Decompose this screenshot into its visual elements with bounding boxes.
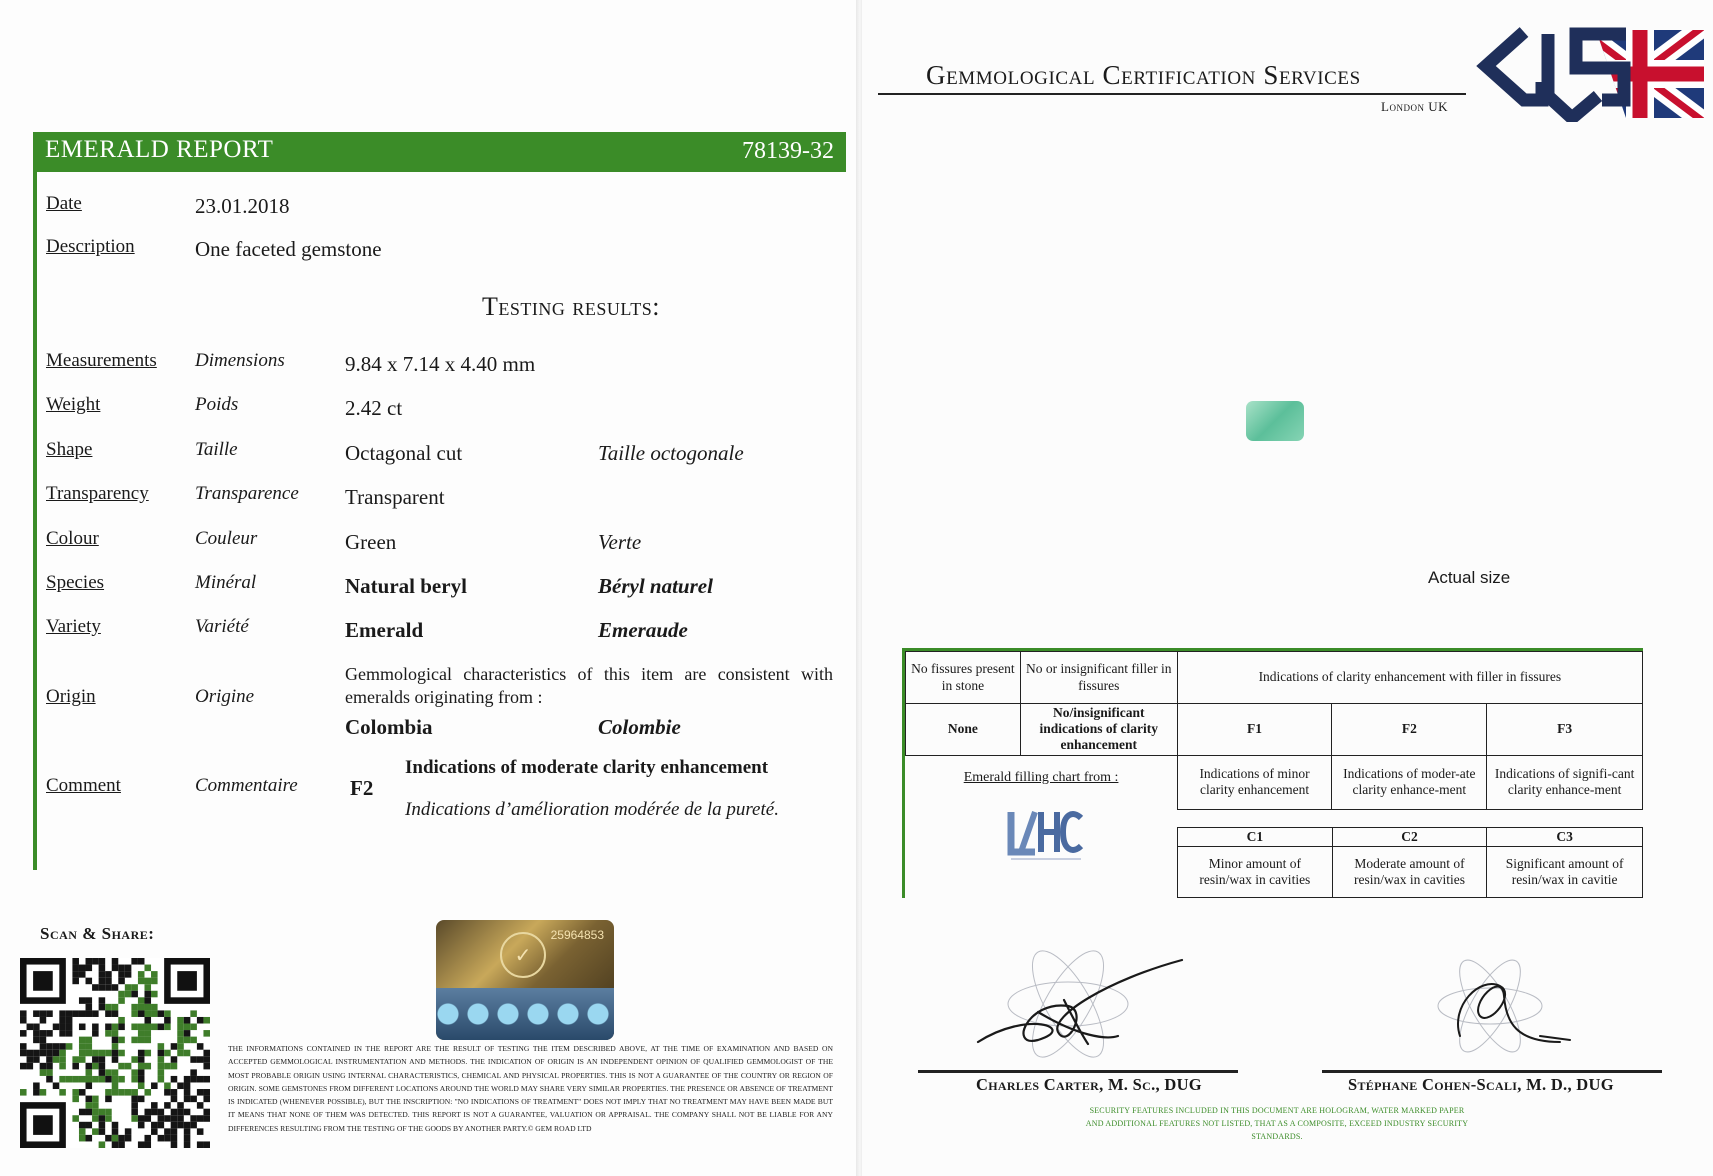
transparency-label: Transparency <box>46 483 149 504</box>
company-name: Gemmological Certification Services <box>926 60 1361 90</box>
filling-chart-source-label: Emerald filling chart from : <box>963 769 1119 785</box>
shape-value-fr: Taille octogonale <box>598 441 744 465</box>
variety-label-fr: Variété <box>195 616 249 637</box>
variety-label: Variety <box>46 616 101 637</box>
species-value: Natural beryl <box>345 574 467 598</box>
comment-value-fr: Indications d’amélioration modérée de la pureté. <box>405 799 779 820</box>
logo-text: GCS <box>1590 106 1593 107</box>
weight-label: Weight <box>46 394 101 415</box>
report-title: EMERALD REPORT <box>45 136 274 163</box>
species-label: Species <box>46 572 105 593</box>
desc-c2: Moderate amount of resin/wax in cavities <box>1332 847 1487 898</box>
actual-size-caption: Actual size <box>1428 568 1511 587</box>
date-value: 23.01.2018 <box>195 194 290 218</box>
weight-value: 2.42 ct <box>345 396 403 420</box>
security-features-note: SECURITY FEATURES INCLUDED IN THIS DOCUMENT ARE HOLOGRAM, WATER MARKED PAPER AND ADDITIONAL FEATURES NOT LISTED, THAT AS A COMPOSITE, EXCEED INDUSTRY SECURITY STANDARDS. <box>1085 1106 1469 1141</box>
transparency-label-fr: Transparence <box>195 483 299 504</box>
origin-description: Gemmological characteristics of this item are consistent with emeralds originating from : <box>345 664 833 707</box>
header-no-fissures: No fissures present in stone <box>906 652 1021 704</box>
colour-label-fr: Couleur <box>195 528 258 549</box>
shape-label-fr: Taille <box>195 439 238 460</box>
variety-value-fr: Emeraude <box>598 618 688 642</box>
shape-value: Octagonal cut <box>345 441 463 465</box>
origin-label-fr: Origine <box>195 686 255 707</box>
security-hologram <box>436 920 614 1040</box>
hologram-number: 25964853 <box>550 928 604 942</box>
lhc-logo-text: LHC <box>1009 838 1012 839</box>
signature-right-image <box>1420 946 1580 1066</box>
company-location: London UK <box>1381 99 1448 114</box>
cavity-filling-chart <box>1177 827 1643 898</box>
qr-code-icon[interactable] <box>20 958 210 1148</box>
report-number: 78139-32 <box>742 138 834 164</box>
desc-f1: Indications of minor clarity enhancement <box>1177 755 1332 809</box>
description-label: Description <box>46 236 135 257</box>
description-value: One faceted gemstone <box>195 237 382 261</box>
signature-right-line <box>1322 1070 1662 1073</box>
desc-c3: Significant amount of resin/wax in cavitie <box>1487 847 1643 898</box>
report-header-bar <box>33 132 846 172</box>
species-label-fr: Minéral <box>195 572 257 593</box>
colour-label: Colour <box>46 528 99 549</box>
code-c2: C2 <box>1332 828 1487 847</box>
origin-value: Colombia <box>345 715 433 739</box>
origin-label: Origin <box>46 686 96 707</box>
lhc-logo-icon <box>1005 808 1085 864</box>
signature-left-line <box>918 1070 1238 1073</box>
code-f2: F2 <box>1332 704 1487 756</box>
measurements-label-fr: Dimensions <box>195 350 285 371</box>
colour-value-fr: Verte <box>598 530 642 554</box>
variety-value: Emerald <box>345 618 424 642</box>
desc-f2: Indications of moder-ate clarity enhance-ment <box>1332 755 1487 809</box>
code-no-indications: No/insignificant indications of clarity enhancement <box>1020 704 1177 756</box>
species-value-fr: Béryl naturel <box>598 574 713 598</box>
signature-left-image <box>968 940 1198 1068</box>
shape-label: Shape <box>46 439 93 460</box>
scan-share-title: Scan & Share: <box>40 924 155 943</box>
report-frame-left-rule <box>33 172 37 870</box>
comment-code: F2 <box>350 776 374 800</box>
desc-c1: Minor amount of resin/wax in cavities <box>1178 847 1333 898</box>
signature-right-name: Stéphane Cohen-Scali, M. D., DUG <box>1348 1075 1614 1094</box>
comment-label: Comment <box>46 775 121 796</box>
header-no-filler: No or insignificant filler in fissures <box>1020 652 1177 704</box>
code-none: None <box>906 704 1021 756</box>
transparency-value: Transparent <box>345 485 445 509</box>
comment-value: Indications of moderate clarity enhancement <box>405 757 769 778</box>
hologram-pattern <box>436 988 614 1040</box>
measurements-label: Measurements <box>46 350 157 371</box>
emerald-filling-chart <box>905 651 1643 810</box>
desc-f3: Indications of signifi-cant clarity enhance-ment <box>1487 755 1643 809</box>
comment-label-fr: Commentaire <box>195 775 298 796</box>
signature-left-name: Charles Carter, M. Sc., DUG <box>976 1075 1202 1094</box>
header-indications: Indications of clarity enhancement with filler in fissures <box>1177 652 1642 704</box>
code-f1: F1 <box>1177 704 1332 756</box>
weight-label-fr: Poids <box>195 394 239 415</box>
origin-value-fr: Colombie <box>598 715 681 739</box>
authenticity-seal-icon: ✓ <box>500 932 546 978</box>
colour-value: Green <box>345 530 397 554</box>
company-name-rule <box>878 93 1466 95</box>
gem-actual-size-image <box>1246 401 1304 441</box>
code-c1: C1 <box>1178 828 1333 847</box>
code-f3: F3 <box>1487 704 1643 756</box>
gcs-union-jack-logo-icon <box>1476 26 1704 122</box>
code-c3: C3 <box>1487 828 1643 847</box>
legal-disclaimer: THE INFORMATIONS CONTAINED IN THE REPORT ARE THE RESULT OF TESTING THE ITEM DESCRIBED ABOVE, AT THE TIME OF EXAMINATION AND BASED ON ACCEPTED GEMMOLOGICAL INSTRUMENTATION AND METHODS. THE INDICATION OF ORIGIN IS AN INDEPENDENT OPINION OF QUALIFIED GEMMOLOGIST OF THE MOST PROBABLE ORIGIN USING INTERNAL CHARACTERISTICS, CHEMICAL AND PHYSICAL PROPERTIES. THIS IS NOT A GUARANTEE OF THE COUNTRY OR REGION OF ORIGIN. SOME GEMSTONES FROM DIFFERENT LOCATIONS AROUND THE WORLD MAY SHARE VERY SIMILAR PROPERTIES. THE PRESENCE OR ABSENCE OF TREATMENT IS INDICATED (WHENEVER POSSIBLE), BUT THE INSCRIPTION: "NO INDICATIONS OF TREATMENT" DOES NOT IMPLY THAT NO TREATMENT MAY HAVE BEEN MADE BUT IT MEANS THAT NONE OF THEM WAS DETECTED. THIS REPORT IS NOT A GUARANTEE, VALUATION OR APPRAISAL. THE COMPANY SHALL NOT BE LIABLE FOR ANY DIFFERENCES RESULTING FROM THE TESTING OF THE GOODS BY ANOTHER PARTY.© GEM ROAD LTD <box>228 1044 833 1133</box>
measurements-value: 9.84 x 7.14 x 4.40 mm <box>345 352 536 376</box>
testing-results-title: Testing results: <box>482 292 660 321</box>
date-label: Date <box>46 193 82 214</box>
